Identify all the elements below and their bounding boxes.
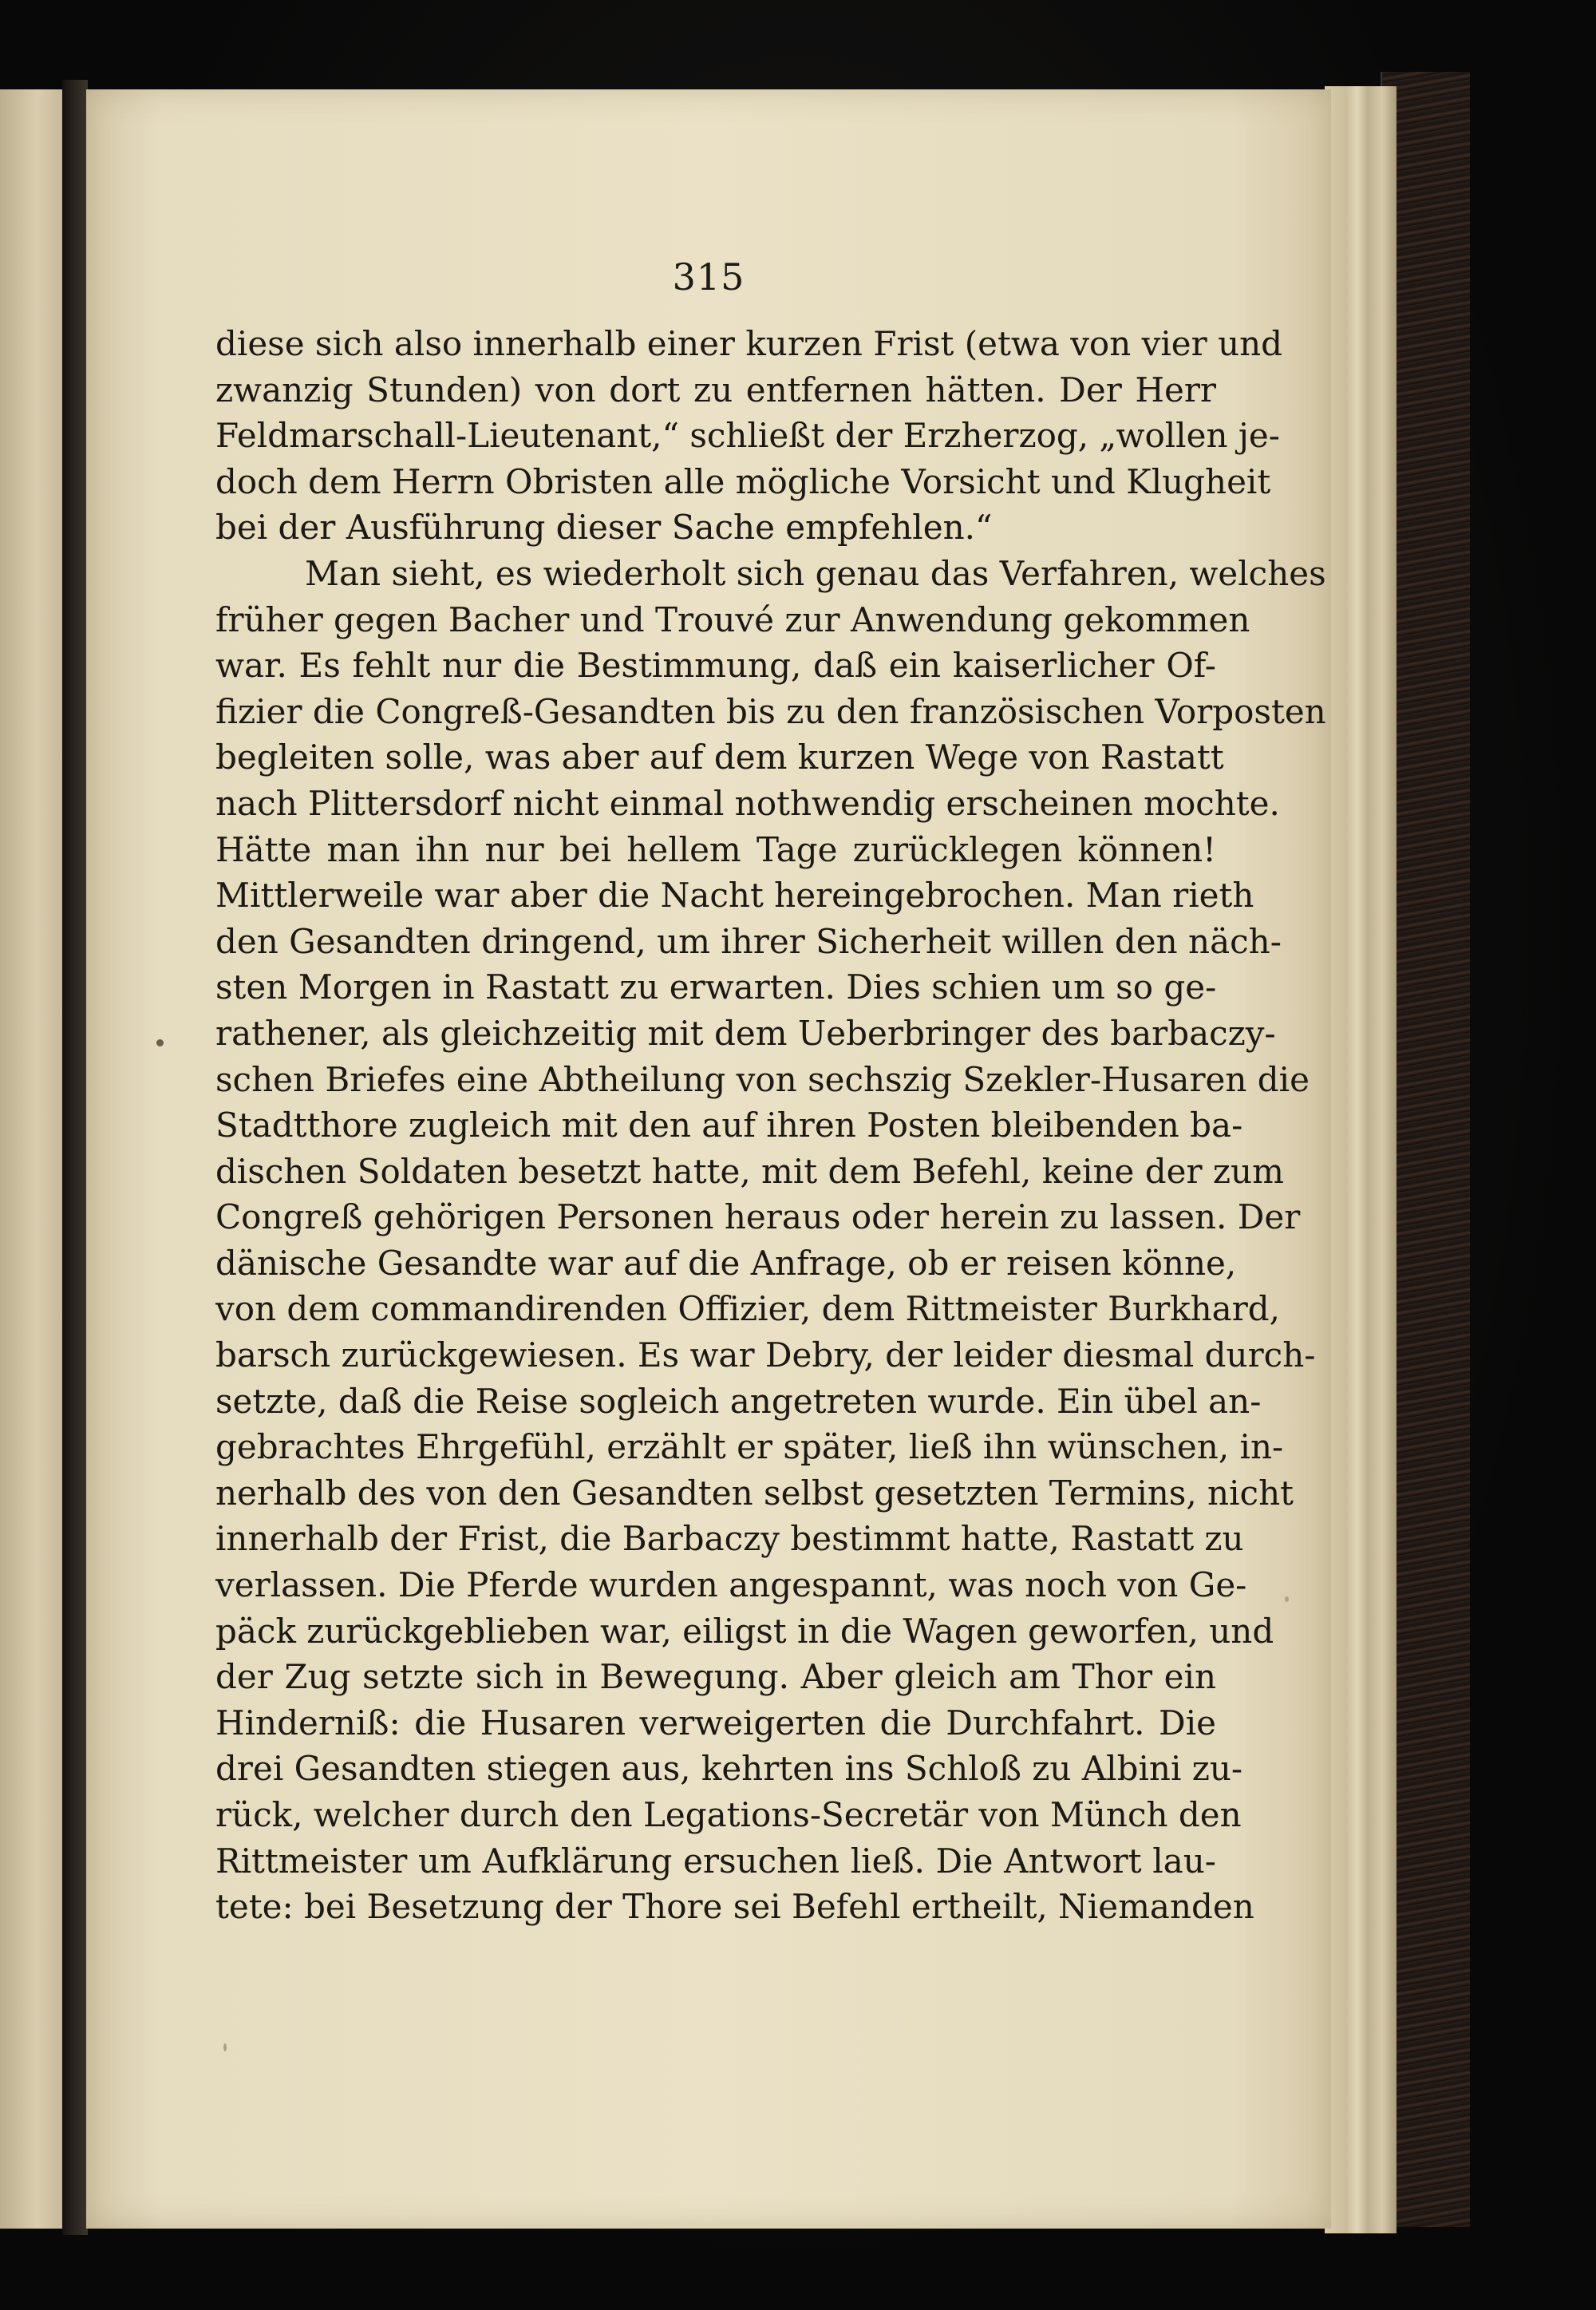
- text-line: innerhalb der Frist, die Barbaczy bestimmt hatte, Rastatt zu: [215, 1519, 1244, 1559]
- text-line: dänische Gesandte war auf die Anfrage, ob er reisen könne,: [215, 1243, 1237, 1283]
- text-line: nach Plittersdorf nicht einmal nothwendig erscheinen mochte.: [215, 783, 1280, 823]
- text-line: drei Gesandten stiegen aus, kehrten ins Schloß zu Albini zu-: [215, 1749, 1243, 1789]
- text-line: dischen Soldaten besetzt hatte, mit dem Befehl, keine der zum: [215, 1151, 1284, 1191]
- text-line: diese sich also innerhalb einer kurzen Frist (etwa von vier und: [215, 324, 1283, 363]
- text-line: begleiten solle, was aber auf dem kurzen Wege von Rastatt: [215, 738, 1224, 777]
- paragraph-end-line: bei der Ausführung dieser Sache empfehlen.“: [215, 508, 993, 548]
- text-line: war. Es fehlt nur die Bestimmung, daß ein kaiserlicher Of-: [215, 646, 1216, 686]
- text-line: der Zug setzte sich in Bewegung. Aber gleich am Thor ein: [215, 1657, 1216, 1697]
- text-line: sten Morgen in Rastatt zu erwarten. Dies schien um so ge-: [215, 967, 1217, 1007]
- text-line: zwanzig Stunden) von dort zu entfernen hätten. Der Herr: [215, 370, 1216, 409]
- facing-page-edge: [0, 89, 62, 2229]
- page-stack-edge: [1325, 86, 1396, 2233]
- text-line: von dem commandirenden Offizier, dem Rittmeister Burkhard,: [215, 1289, 1281, 1329]
- text-line: Hätte man ihn nur bei hellem Tage zurücklegen können!: [215, 829, 1216, 869]
- paper-speck: [1285, 1596, 1289, 1602]
- text-line: nerhalb des von den Gesandten selbst gesetzten Termins, nicht: [215, 1473, 1294, 1513]
- text-line: Stadtthore zugleich mit den auf ihren Posten bleibenden ba-: [215, 1106, 1243, 1145]
- text-line: Congreß gehörigen Personen heraus oder herein zu lassen. Der: [215, 1197, 1301, 1237]
- text-line: rathener, als gleichzeitig mit dem Ueberbringer des barbaczy-: [215, 1013, 1276, 1053]
- text-line: gebrachtes Ehrgefühl, erzählt er später, ließ ihn wünschen, in-: [215, 1427, 1284, 1467]
- text-line: barsch zurückgewiesen. Es war Debry, der leider diesmal durch-: [215, 1335, 1316, 1375]
- text-line: päck zurückgeblieben war, eiligst in die Wagen geworfen, und: [215, 1611, 1274, 1651]
- text-line: schen Briefes eine Abtheilung von sechszig Szekler-Husaren die: [215, 1059, 1310, 1099]
- body-text: [215, 321, 1326, 1930]
- text-line: tete: bei Besetzung der Thore sei Befehl ertheilt, Niemanden: [215, 1887, 1254, 1927]
- book-gutter: [62, 80, 88, 2235]
- text-line: rück, welcher durch den Legations-Secretär von Münch den: [215, 1795, 1242, 1834]
- text-line: früher gegen Bacher und Trouvé zur Anwendung gekommen: [215, 599, 1250, 639]
- text-line: Feldmarschall-Lieutenant,“ schließt der Erzherzog, „wollen je-: [215, 416, 1280, 456]
- text-line: Hinderniß: die Husaren verweigerten die Durchfahrt. Die: [215, 1703, 1216, 1742]
- paper-speck: [156, 1039, 164, 1046]
- text-line: fizier die Congreß-Gesandten bis zu den französischen Vorposten: [215, 691, 1326, 731]
- paragraph-start-line: Man sieht, es wiederholt sich genau das Verfahren, welches: [305, 553, 1326, 593]
- text-line: Mittlerweile war aber die Nacht hereingebrochen. Man rieth: [215, 876, 1254, 916]
- text-line: setzte, daß die Reise sogleich angetreten wurde. Ein übel an-: [215, 1381, 1262, 1421]
- text-line: doch dem Herrn Obristen alle mögliche Vorsicht und Klugheit: [215, 461, 1271, 501]
- text-line: verlassen. Die Pferde wurden angespannt, was noch von Ge-: [215, 1565, 1247, 1605]
- text-line: Rittmeister um Aufklärung ersuchen ließ. Die Antwort lau-: [215, 1841, 1216, 1881]
- page-number: 315: [672, 255, 745, 299]
- text-line: den Gesandten dringend, um ihrer Sicherheit willen den näch-: [215, 921, 1282, 961]
- book-page: [86, 89, 1331, 2229]
- paper-speck: [223, 2043, 227, 2051]
